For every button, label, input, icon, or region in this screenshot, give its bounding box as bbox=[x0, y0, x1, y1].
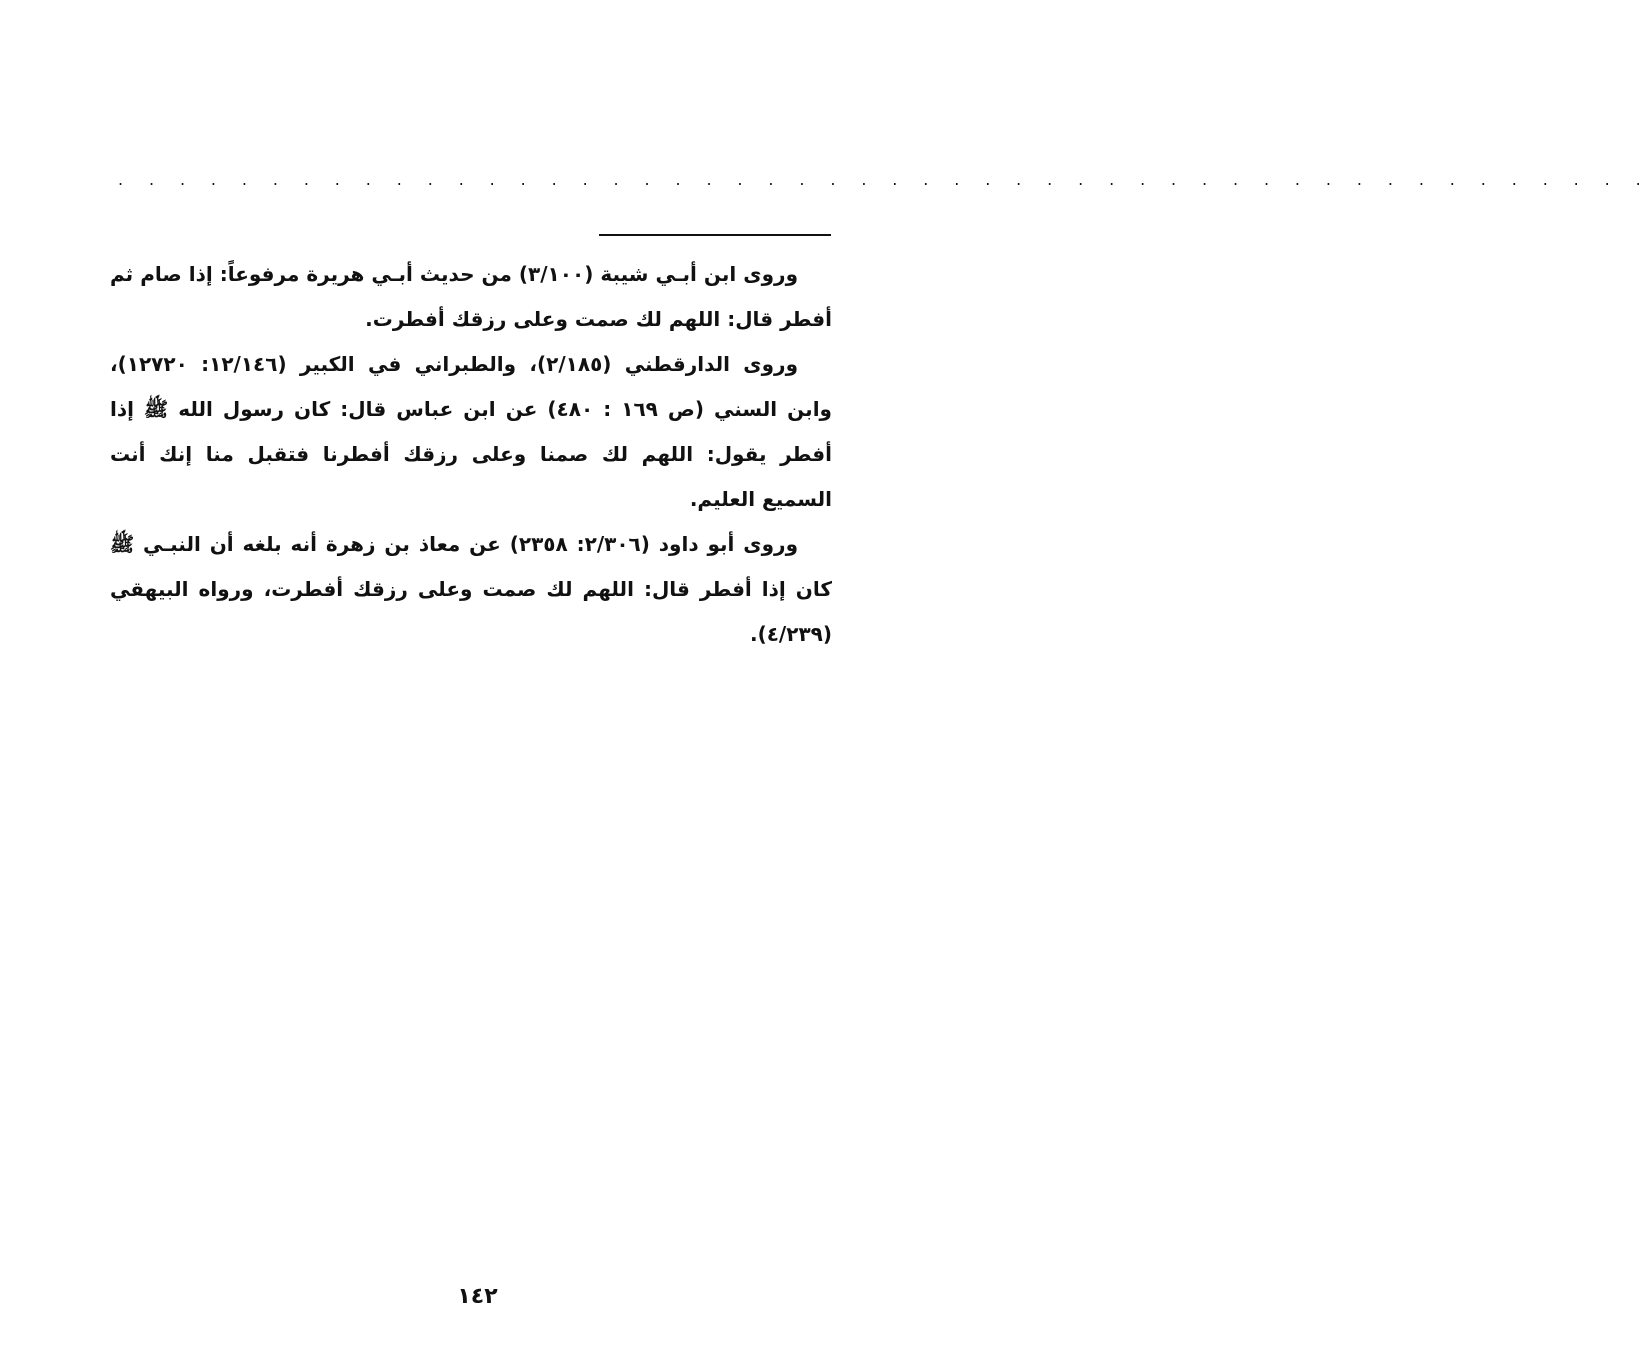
footnote-rule bbox=[599, 234, 831, 236]
dotted-separator: . . . . . . . . . . . . . . . . . . . . . . . . . . . . . . . . . . . . . . . . . . . . . . . . . . bbox=[118, 170, 1651, 189]
footnote-paragraph: وروى الدارقطني (٢/١٨٥)، والطبراني في الكبير (١٢/١٤٦: ١٢٧٢٠)، وابن السني (ص ١٦٩ : ٤٨٠) عن ابن عباس قال: كان رسول الله ﷺ إذا أفطر يقول: اللهم لك صمنا وعلى رزقك أفطرنا فتقبل منا إنك أنت السميع العليم. bbox=[110, 352, 832, 511]
footnotes-section bbox=[110, 252, 832, 657]
footnote-paragraph: وروى ابن أبـي شيبة (٣/١٠٠) من حديث أبـي هريرة مرفوعاً: إذا صام ثم أفطر قال: اللهم لك صمت وعلى رزقك أفطرت. bbox=[110, 262, 832, 331]
page-number: ١٤٢ bbox=[457, 1284, 498, 1309]
footnote-paragraph: وروى أبو داود (٢/٣٠٦: ٢٣٥٨) عن معاذ بن زهرة أنه بلغه أن النبـي ﷺ كان إذا أفطر قال: اللهم لك صمت وعلى رزقك أفطرت، ورواه البيهقي (٤/٢٣٩). bbox=[110, 532, 832, 646]
